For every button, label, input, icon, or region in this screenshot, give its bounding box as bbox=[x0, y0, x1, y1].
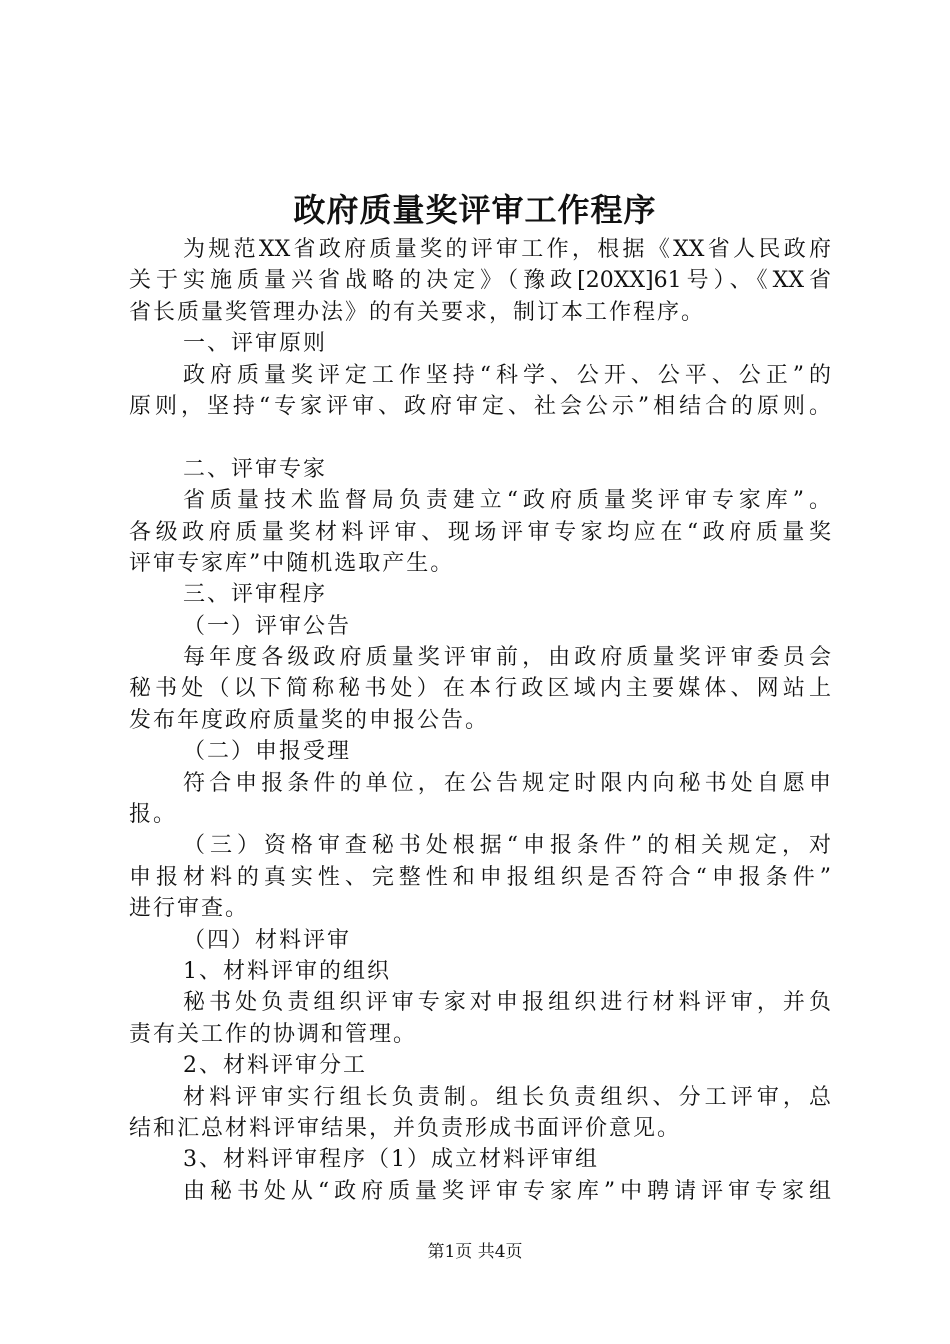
page-footer bbox=[0, 1240, 950, 1264]
paragraph-line: 省长质量奖管理办法》的有关要求，制订本工作程序。 bbox=[129, 299, 706, 325]
section-heading: 三、评审程序 bbox=[183, 582, 328, 608]
paragraph-line: 每年度各级政府质量奖评审前，由政府质量奖评审委员会 bbox=[183, 645, 831, 671]
paragraph-line: 秘书处负责组织评审专家对申报组织进行材料评审，并负 bbox=[183, 990, 831, 1016]
paragraph-line: 由秘书处从“政府质量奖评审专家库”中聘请评审专家组 bbox=[183, 1178, 831, 1204]
item-heading: 3、材料评审程序（1）成立材料评审组 bbox=[183, 1147, 599, 1173]
page-title: 政府质量奖评审工作程序 bbox=[293, 191, 657, 229]
paragraph-line: 关于实施质量兴省战略的决定》（豫政[20XX]61号）、《XX省 bbox=[129, 268, 831, 294]
paragraph-line: 为规范XX省政府质量奖的评审工作，根据《XX省人民政府 bbox=[183, 237, 831, 262]
blank-line bbox=[129, 422, 831, 453]
paragraph-line: 评审专家库”中随机选取产生。 bbox=[129, 550, 455, 576]
item-heading: 2、材料评审分工 bbox=[183, 1053, 367, 1079]
paragraph-line: 报。 bbox=[129, 802, 178, 828]
subsection-heading: （一）评审公告 bbox=[183, 613, 352, 639]
paragraph-line: 原则，坚持“专家评审、政府审定、社会公示”相结合的原则。 bbox=[129, 393, 831, 419]
paragraph-line: 各级政府质量奖材料评审、现场评审专家均应在“政府质量奖 bbox=[129, 519, 831, 545]
paragraph-line: 材料评审实行组长负责制。组长负责组织、分工评审，总 bbox=[183, 1084, 831, 1110]
subsection-heading: （四）材料评审 bbox=[183, 927, 352, 953]
section-heading: 一、评审原则 bbox=[183, 331, 328, 357]
paragraph-line: 进行审查。 bbox=[129, 896, 250, 922]
paragraph-line: 政府质量奖评定工作坚持“科学、公开、公平、公正”的 bbox=[183, 362, 831, 388]
paragraph-line: 省质量技术监督局负责建立“政府质量奖评审专家库”。 bbox=[183, 488, 831, 514]
section-heading: 二、评审专家 bbox=[183, 456, 328, 482]
paragraph-line: （三）资格审查秘书处根据“申报条件”的相关规定，对 bbox=[183, 833, 831, 859]
paragraph-line: 符合申报条件的单位，在公告规定时限内向秘书处自愿申 bbox=[183, 770, 831, 796]
subsection-heading: （二）申报受理 bbox=[183, 739, 352, 765]
paragraph-line: 秘书处（以下简称秘书处）在本行政区域内主要媒体、网站上 bbox=[129, 676, 831, 702]
page-number: 第1页 共4页 bbox=[427, 1242, 523, 1262]
paragraph-line: 发布年度政府质量奖的申报公告。 bbox=[129, 707, 490, 733]
document-body bbox=[129, 234, 831, 1207]
paragraph-line: 申报材料的真实性、完整性和申报组织是否符合“申报条件” bbox=[129, 864, 831, 890]
item-heading: 1、材料评审的组织 bbox=[183, 958, 391, 984]
paragraph-line: 责有关工作的协调和管理。 bbox=[129, 1021, 418, 1047]
paragraph-line: 结和汇总材料评审结果，并负责形成书面评价意见。 bbox=[129, 1115, 682, 1141]
